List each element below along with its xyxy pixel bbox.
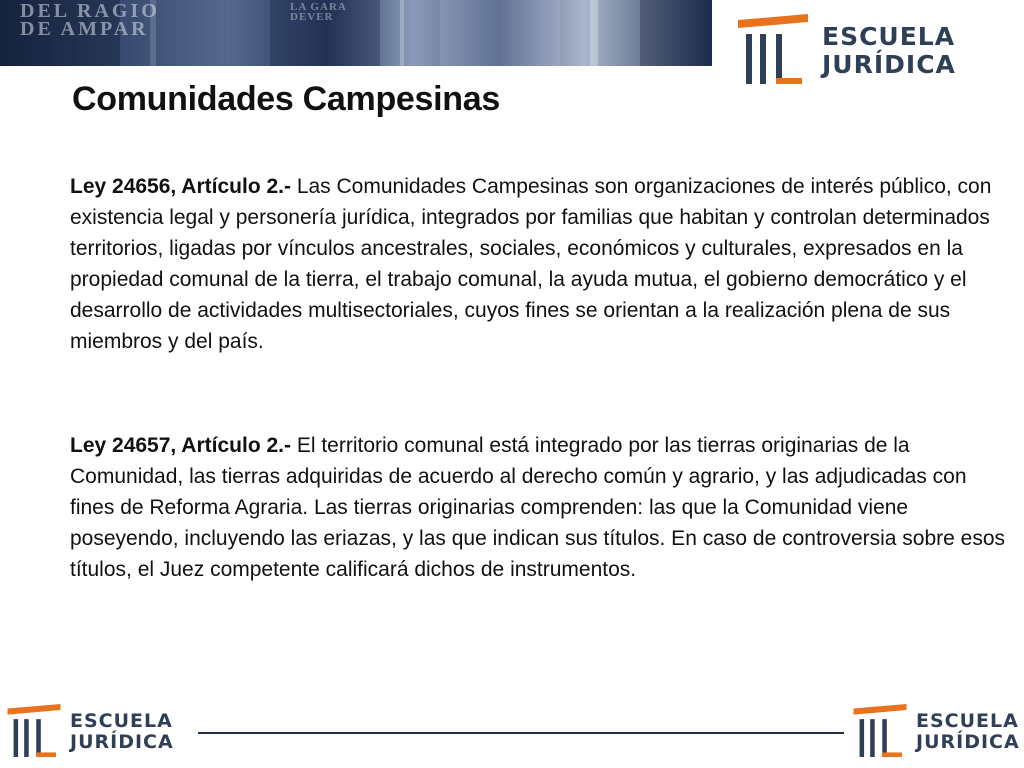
banner-stamp-small-text: LA GARA DEVER [290, 1, 347, 23]
banner-stamp-text: DEL RAGIO DE AMPAR [20, 0, 160, 40]
escuela-juridica-logo-bottom-right [852, 704, 1020, 760]
paragraph-text: El territorio comunal está integrado por las tierras originarias de la Comunidad, las tierras adquiridas de acuerdo al derecho común y agrario, y las adjudicadas con fines de Reforma Agraria. Las tierras originarias comprenden: las que la Comunidad viene poseyendo, incluyendo las eriazas, y las que indican sus títulos. En caso de controversia sobre esos títulos, el Juez competente calificará dichos de instrumentos. [70, 434, 1006, 581]
slide-title: Comunidades Campesinas [72, 80, 500, 118]
escuela-juridica-logo-icon [736, 14, 810, 88]
footer-divider [198, 732, 844, 734]
logo-wordmark: ESCUELA JURÍDICA [70, 710, 174, 753]
paragraph-ley-24657 [70, 430, 1010, 585]
escuela-juridica-logo-icon [852, 704, 908, 760]
paragraph-heading: Ley 24657, Artículo 2.- [70, 434, 291, 457]
paragraph-heading: Ley 24656, Artículo 2.- [70, 175, 291, 198]
paragraph-ley-24656 [70, 171, 1010, 357]
escuela-juridica-logo-bottom-left [6, 704, 174, 760]
paragraph-text: Las Comunidades Campesinas son organizaciones de interés público, con existencia legal y personería jurídica, integrados por familias que habitan y controlan determinados territorios, ligadas por vínculos ancestrales, sociales, económicos y culturales, expresados en la propiedad comunal de la tierra, el trabajo comunal, la ayuda mutua, el gobierno democrático y el desarrollo de actividades multisectoriales, cuyos fines se orientan a la realización plena de sus miembros y del país. [70, 175, 992, 353]
escuela-juridica-logo-icon [6, 704, 62, 760]
logo-wordmark: ESCUELA JURÍDICA [822, 22, 956, 79]
header-banner-image [0, 0, 712, 66]
escuela-juridica-logo-top [736, 14, 956, 88]
logo-wordmark: ESCUELA JURÍDICA [916, 710, 1020, 753]
